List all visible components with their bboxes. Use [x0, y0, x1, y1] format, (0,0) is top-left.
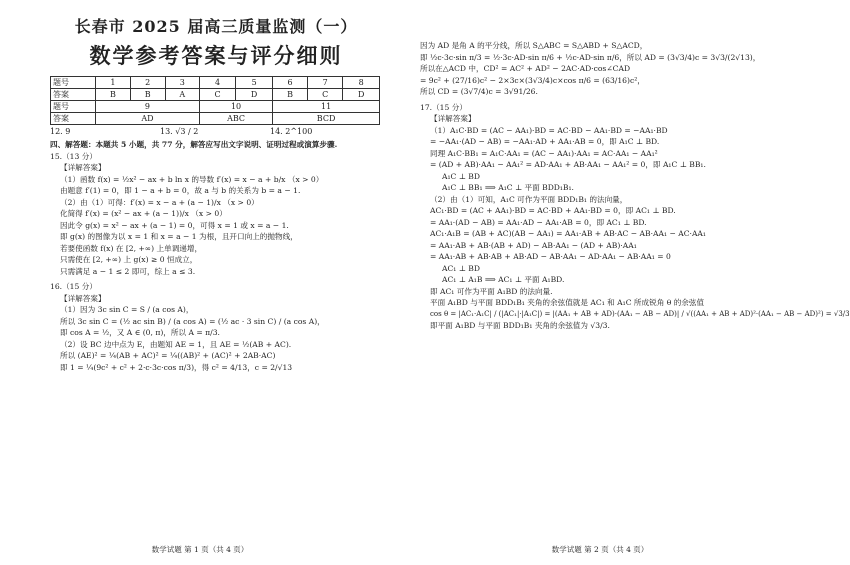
solution-line: 即 1 = ¼(9c² + c² + 2·c·3c·cos π/3)，得 c² = 4/13，c = 2/√13	[60, 362, 293, 372]
table-cell: 6	[273, 77, 308, 89]
solution-line: 因为 AD 是角 A 的平分线，所以 S△ABC = S△ABD + S△ACD，	[420, 41, 648, 50]
solution-line: 只需使在 [2, +∞) 上 g(x) ≥ 0 恒成立，	[60, 255, 198, 264]
table-cell: BCD	[273, 113, 380, 125]
solution-line: 即 AC₁ 可作为平面 A₁BD 的法向量.	[430, 286, 553, 296]
table-cell: 2	[130, 77, 165, 89]
page-left	[0, 0, 400, 565]
table-cell: 1	[96, 77, 131, 89]
solution-line: 所以 CD = (3√7/4)c = 3√91/26.	[420, 87, 538, 96]
solution-line: 即 ½c·3c·sin π/3 = ½·3c·AD·sin π/6 + ½c·AD·sin π/6，所以 AD = (3√3/4)c = 3√3/(2√13)，	[420, 52, 761, 62]
question-heading: 15.（13 分）	[50, 151, 97, 161]
table-cell: 题号	[51, 101, 96, 113]
table-cell: D	[343, 89, 380, 101]
solution-line: = AA₁·AB + AB·AB + AB·AD − AB·AA₁ − AD·AA₁ − AB·AA₁ = 0	[430, 252, 671, 261]
table-cell: 7	[307, 77, 343, 89]
fill-answers	[50, 125, 382, 139]
table-cell: 5	[236, 77, 273, 89]
table-row	[51, 113, 380, 125]
solution-line: 化简得 f′(x) = (x² − ax + (a − 1))/x （x > 0）	[60, 209, 227, 218]
solution-line: AC₁ ⊥ BD	[442, 263, 480, 273]
table-cell: B	[130, 89, 165, 101]
table-cell: ABC	[199, 113, 272, 125]
solution-line: = AA₁·(AD − AB) = AA₁·AD − AA₁·AB = 0，即 AC₁ ⊥ BD.	[430, 217, 647, 227]
solution-line: cos θ = |AC₁·A₁C| / (|AC₁|·|A₁C|) = |(AA₁ + AB + AD)·(AA₁ − AB − AD)| / √((AA₁ + AB + AD)²·(AA₁ − AB − AD)²) = √3/3	[430, 309, 850, 318]
page-right	[400, 0, 850, 565]
solution-line: 平面 A₁BD 与平面 BDD₁B₁ 夹角的余弦值就是 AC₁ 和 A₁C 所成锐角 θ 的余弦值	[430, 298, 705, 307]
solution-line: （2）由（1）可得：f′(x) = x − a + (a − 1)/x （x > 0）	[60, 197, 259, 207]
solution-line: 同理 A₁C·BB₁ = A₁C·AA₁ = (AC − AA₁)·AA₁ = AC·AA₁ − AA₁²	[430, 148, 658, 158]
table-cell: 答案	[51, 113, 96, 125]
table-row	[51, 77, 380, 89]
table-cell: 11	[273, 101, 380, 113]
solution-line: （1）函数 f(x) = ½x² − ax + b ln x 的导数 f′(x) = x − a + b/x （x > 0）	[60, 174, 324, 184]
fill-answer: 13. √3 / 2	[160, 127, 199, 136]
question-heading: 17.（15 分）	[420, 102, 467, 112]
solution-line: 由题意 f′(1) = 0，即 1 − a + b = 0，故 a 与 b 的关系为 b = a − 1.	[60, 186, 301, 195]
table-cell: B	[273, 89, 308, 101]
solution-line: （1）A₁C·BD = (AC − AA₁)·BD = AC·BD − AA₁·BD = −AA₁·BD	[430, 125, 668, 135]
solution-line: A₁C ⊥ BB₁ ⟹ A₁C ⊥ 平面 BDD₁B₁.	[442, 183, 574, 192]
answer-table	[50, 76, 380, 125]
solution-line: 即 cos A = ½，又 A ∈ (0, π)，所以 A = π/3.	[60, 328, 220, 337]
solution-line: 因此令 g(x) = x² − ax + (a − 1) = 0，可得 x = 1 或 x = a − 1.	[60, 220, 289, 230]
detail-heading: 【详解答案】	[60, 293, 106, 303]
page-footer: 数学试题 第 1 页（共 4 页）	[151, 545, 249, 554]
fill-answer: 12. 9	[50, 127, 71, 136]
table-cell: 4	[199, 77, 235, 89]
question-heading: 16.（15 分）	[50, 282, 97, 291]
solution-line: 只需满足 a − 1 ≤ 2 即可，综上 a ≤ 3.	[60, 266, 196, 276]
table-cell: A	[165, 89, 199, 101]
table-cell: 8	[343, 77, 380, 89]
solution-line: = AA₁·AB + AB·(AB + AD) − AB·AA₁ − (AD + AB)·AA₁	[430, 240, 637, 250]
solution-line: 若要使函数 f(x) 在 [2, +∞) 上单调递增，	[60, 243, 203, 253]
solution-line: AC₁·A₁B = (AB + AC)(AB − AA₁) = AA₁·AB + AB·AC − AB·AA₁ − AC·AA₁	[430, 229, 706, 238]
table-row	[51, 101, 380, 113]
table-cell: 9	[96, 101, 200, 113]
solution-line: （2）由（1）可知，A₁C 可作为平面 BDD₁B₁ 的法向量，	[430, 194, 628, 204]
section-heading: 四、解答题：本题共 5 小题，共 77 分，解答应写出文字说明、证明过程或演算步骤.	[50, 140, 338, 149]
solution-line: 所以 3c sin C = (½ ac sin B) / (a cos A) = (½ ac · 3 sin C) / (a cos A)，	[60, 316, 325, 326]
solution-line: 即 g(x) 的图像为以 x = 1 和 x = a − 1 为根，且开口向上的抛物线，	[60, 232, 298, 241]
solution-line: = −AA₁·(AD − AB) = −AA₁·AD + AA₁·AB = 0，即 A₁C ⊥ BD.	[430, 137, 660, 146]
solution-line: （1）因为 3c sin C = S / (a cos A)，	[60, 305, 194, 314]
table-cell: 答案	[51, 89, 96, 101]
solution-line: 即平面 A₁BD 与平面 BDD₁B₁ 夹角的余弦值为 √3/3.	[430, 321, 610, 330]
table-cell: D	[236, 89, 273, 101]
solution-line: 所以 (AE)² = ¼(AB + AC)² = ¼((AB)² + (AC)² + 2AB·AC)	[60, 351, 276, 360]
solution-line: 所以在△ACD 中，CD² = AC² + AD² − 2AC·AD·cos∠CAD	[420, 64, 631, 73]
solution-line: = 9c² + (27/16)c² − 2×3c×(3√3/4)c×cos π/6 = (63/16)c²，	[420, 75, 645, 85]
table-cell: C	[307, 89, 343, 101]
table-row	[51, 89, 380, 101]
page-footer: 数学试题 第 2 页（共 4 页）	[551, 545, 649, 554]
detail-heading: 【详解答案】	[60, 163, 106, 172]
fill-answer: 14. 2^100	[270, 127, 313, 136]
table-cell: 10	[199, 101, 272, 113]
table-cell: 题号	[51, 77, 96, 89]
solution-line: （2）设 BC 边中点为 E，由题知 AE = 1，且 AE = ½(AB + AC).	[60, 339, 292, 349]
solution-line: = (AD + AB)·AA₁ − AA₁² = AD·AA₁ + AB·AA₁ − AA₁² = 0，即 A₁C ⊥ BB₁.	[430, 160, 706, 169]
solution-line: AC₁·BD = (AC + AA₁)·BD = AC·BD + AA₁·BD = 0，即 AC₁ ⊥ BD.	[430, 206, 676, 215]
exam-title: 长春市 2025 届高三质量监测（一）	[74, 17, 358, 36]
solution-line: A₁C ⊥ BD	[442, 171, 480, 181]
table-cell: B	[96, 89, 131, 101]
solution-line: AC₁ ⊥ A₁B ⟹ AC₁ ⊥ 平面 A₁BD.	[442, 275, 565, 284]
table-cell: AD	[96, 113, 200, 125]
answer-title: 数学参考答案与评分细则	[89, 43, 343, 68]
table-cell: 3	[165, 77, 199, 89]
detail-heading: 【详解答案】	[430, 114, 476, 123]
table-cell: C	[199, 89, 235, 101]
